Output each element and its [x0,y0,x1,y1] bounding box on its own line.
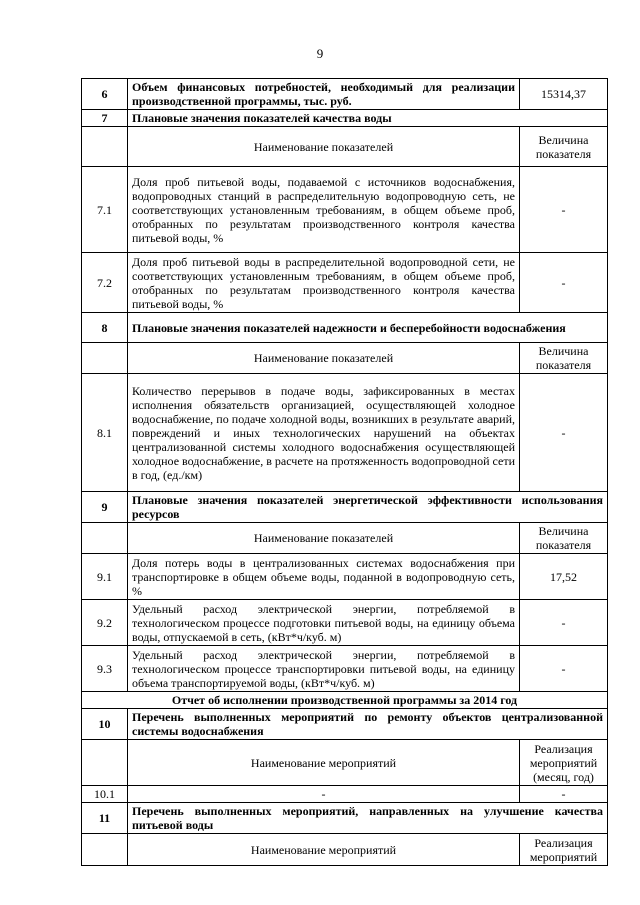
section-title: Перечень выполненных мероприятий, направленных на улучшение качества питьевой воды [128,803,608,834]
table-row [82,600,608,646]
row-value: - [520,786,608,803]
row-text: Доля потерь воды в централизованных системах водоснабжения при транспортировке в общем объеме воды, поданной в водопроводную сеть, % [128,554,520,600]
header-value: Величина показателя [520,523,608,554]
section-number: 7 [82,110,128,127]
section-number: 10 [82,709,128,740]
header-name: Наименование показателей [128,523,520,554]
section-row [82,492,608,523]
row-text: Доля проб питьевой воды в распределительной водопроводной сети, не соответствующих установленным требованиям, в общем объеме проб, отобранных по результатам производственного контроля качества питьевой воды, % [128,253,520,313]
table-row [82,646,608,692]
section-row [82,803,608,834]
header-row [82,834,608,866]
section-number: 8 [82,313,128,343]
row-number: 7.1 [82,167,128,253]
table-row [82,253,608,313]
section-number: 9 [82,492,128,523]
header-name: Наименование показателей [128,127,520,167]
header-row [82,740,608,786]
section-number: 11 [82,803,128,834]
table-row [82,554,608,600]
row-value: - [520,167,608,253]
report-title: Отчет об исполнении производственной программы за 2014 год [82,692,608,709]
section-title: Плановые значения показателей качества воды [128,110,608,127]
header-name: Наименование показателей [128,343,520,374]
header-value: Реализация мероприятий [520,834,608,866]
row-value: - [520,253,608,313]
row-value: 17,52 [520,554,608,600]
header-value: Величина показателя [520,127,608,167]
row-number: 8.1 [82,374,128,492]
header-row [82,343,608,374]
row-number: 9.2 [82,600,128,646]
table-row [82,79,608,110]
header-value: Реализация мероприятий (месяц, год) [520,740,608,786]
table-row [82,786,608,803]
row-value: - [520,374,608,492]
row-text: Объем финансовых потребностей, необходимый для реализации производственной программы, тыс. руб. [128,79,520,110]
row-number: 6 [82,79,128,110]
row-text: Доля проб питьевой воды, подаваемой с источников водоснабжения, водопроводных станций в распределительную водопроводную сеть, не соответствующих установленным требованиям, в общем объеме проб, отобранных по результатам производственного контроля качества питьевой воды, % [128,167,520,253]
row-value: - [520,600,608,646]
table-row [82,167,608,253]
row-number: 10.1 [82,786,128,803]
row-value: - [520,646,608,692]
section-row [82,110,608,127]
header-name: Наименование мероприятий [128,740,520,786]
header-name: Наименование мероприятий [128,834,520,866]
row-text: Удельный расход электрической энергии, потребляемой в технологическом процессе подготовки питьевой воды, на единицу объема воды, отпускаемой в сеть, (кВт*ч/куб. м) [128,600,520,646]
section-title: Плановые значения показателей надежности и бесперебойности водоснабжения [128,313,608,343]
header-row [82,523,608,554]
section-row [82,313,608,343]
section-title: Перечень выполненных мероприятий по ремонту объектов централизованной системы водоснабжения [128,709,608,740]
report-title-row [82,692,608,709]
row-value: 15314,37 [520,79,608,110]
section-row [82,709,608,740]
row-number: 9.1 [82,554,128,600]
row-text: Удельный расход электрической энергии, потребляемой в технологическом процессе транспортировки питьевой воды, на единицу объема транспортируемой воды, (кВт*ч/куб. м) [128,646,520,692]
production-program-table [81,78,608,866]
row-text: Количество перерывов в подаче воды, зафиксированных в местах исполнения обязательств организацией, осуществляющей холодное водоснабжение, по подаче холодной воды, возникших в результате аварий, повреждений и иных технологических нарушений на объектах централизованной системы холодного водоснабжения осуществляющей холодное водоснабжение, в расчете на протяженность водопроводной сети в год, (ед./км) [128,374,520,492]
table-row [82,374,608,492]
row-text: - [128,786,520,803]
header-value: Величина показателя [520,343,608,374]
page-number: 9 [316,46,324,61]
section-title: Плановые значения показателей энергетической эффективности использования ресурсов [128,492,608,523]
row-number: 7.2 [82,253,128,313]
row-number: 9.3 [82,646,128,692]
header-row [82,127,608,167]
